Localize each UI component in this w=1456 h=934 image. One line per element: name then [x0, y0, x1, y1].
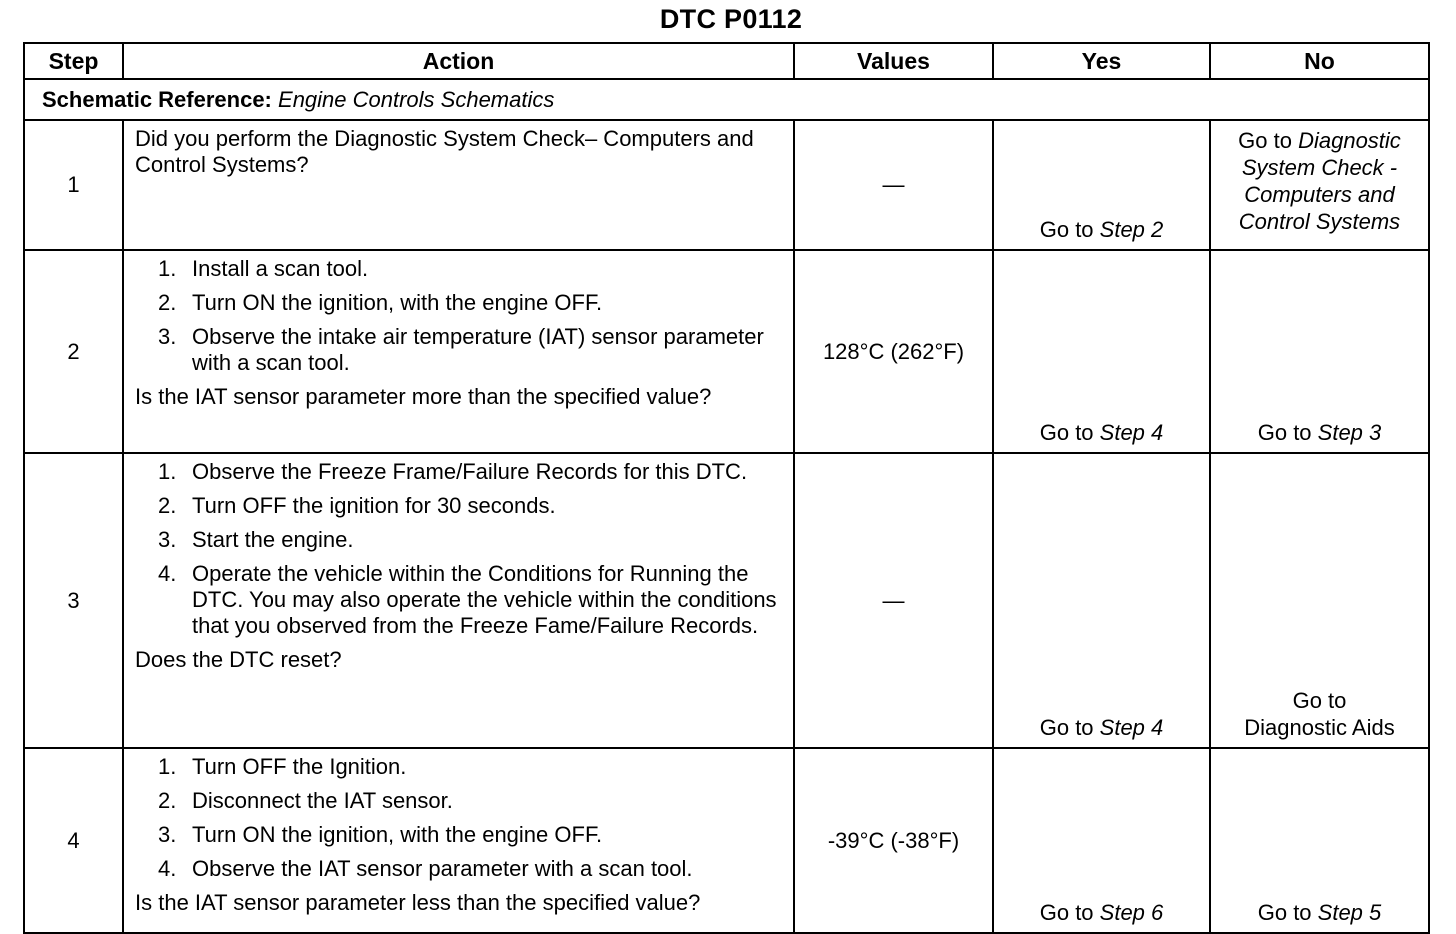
action-item: [158, 256, 783, 282]
item-number: 1.: [158, 754, 177, 779]
action-list: [135, 459, 783, 639]
table-row: [24, 748, 1429, 933]
action-item: [158, 459, 783, 485]
action-item: [158, 324, 783, 376]
item-text: Turn ON the ignition, with the engine OFF.: [192, 290, 603, 315]
no-cell: [1210, 120, 1429, 250]
yes-cell: [993, 120, 1210, 250]
yes-cell: [993, 453, 1210, 748]
yes-step-link[interactable]: Step 4: [1099, 715, 1164, 740]
item-text: Disconnect the IAT sensor.: [192, 788, 453, 813]
item-number: 4.: [158, 856, 177, 881]
item-number: 4.: [158, 561, 177, 586]
action-item: [158, 788, 783, 814]
yes-cell: [993, 748, 1210, 933]
table-row: [24, 120, 1429, 250]
item-text: Turn OFF the ignition for 30 seconds.: [192, 493, 556, 518]
yes-step-link[interactable]: Step 2: [1099, 217, 1164, 242]
item-number: 2.: [158, 493, 177, 518]
value-cell: -39°C (-38°F): [794, 748, 993, 933]
item-number: 3.: [158, 527, 177, 552]
header-yes: Yes: [993, 43, 1210, 79]
action-item: [158, 527, 783, 553]
no-ref-line[interactable]: Control Systems: [1238, 209, 1401, 234]
no-step-link[interactable]: Step 5: [1317, 900, 1382, 925]
value-cell: 128°C (262°F): [794, 250, 993, 453]
action-item: [158, 822, 783, 848]
item-number: 2.: [158, 788, 177, 813]
header-row: [24, 43, 1429, 79]
no-prefix: Go to: [1257, 420, 1318, 445]
no-prefix: Go to: [1257, 900, 1318, 925]
table-row: [24, 250, 1429, 453]
action-cell: [123, 748, 794, 933]
yes-cell: [993, 250, 1210, 453]
action-cell: [123, 453, 794, 748]
step-number: 3: [24, 453, 123, 748]
yes-prefix: Go to: [1039, 420, 1100, 445]
no-prefix: Go to: [1292, 688, 1347, 713]
item-text: Observe the Freeze Frame/Failure Records for this DTC.: [192, 459, 748, 484]
item-text: Turn OFF the Ignition.: [192, 754, 407, 779]
action-item: [158, 754, 783, 780]
step-number: 4: [24, 748, 123, 933]
yes-prefix: Go to: [1039, 217, 1100, 242]
no-diagnostic-aids-link[interactable]: Diagnostic Aids: [1244, 715, 1395, 740]
yes-prefix: Go to: [1039, 715, 1100, 740]
step-number: 2: [24, 250, 123, 453]
step-question: Is the IAT sensor parameter more than the specified value?: [135, 384, 712, 409]
item-text: Turn ON the ignition, with the engine OFF.: [192, 822, 603, 847]
header-no: No: [1210, 43, 1429, 79]
no-ref-line[interactable]: System Check -: [1241, 155, 1398, 180]
step-number: 1: [24, 120, 123, 250]
schematic-label: Schematic Reference:: [42, 86, 272, 112]
item-number: 1.: [158, 256, 177, 281]
action-item: [158, 493, 783, 519]
no-ref-line[interactable]: Computers and: [1244, 182, 1395, 207]
item-text: Start the engine.: [192, 527, 354, 552]
step-question: Does the DTC reset?: [135, 647, 342, 672]
page-title: DTC P0112: [659, 4, 803, 34]
item-number: 1.: [158, 459, 177, 484]
diagnostic-table: [23, 42, 1430, 934]
action-list: [135, 256, 783, 376]
step-question: Did you perform the Diagnostic System Check– Computers and Control Systems?: [135, 126, 754, 177]
yes-step-link[interactable]: Step 4: [1099, 420, 1164, 445]
header-action: Action: [123, 43, 794, 79]
no-step-link[interactable]: Step 3: [1317, 420, 1382, 445]
item-text: Observe the intake air temperature (IAT) sensor parameter with a scan tool.: [192, 324, 764, 375]
action-item: [158, 290, 783, 316]
yes-step-link[interactable]: Step 6: [1099, 900, 1164, 925]
action-list: [135, 754, 783, 882]
schematic-row: [24, 79, 1429, 120]
no-cell: [1210, 748, 1429, 933]
no-cell: [1210, 453, 1429, 748]
action-item: [158, 561, 783, 639]
step-question: Is the IAT sensor parameter less than the specified value?: [135, 890, 701, 915]
item-text: Operate the vehicle within the Conditions for Running the DTC. You may also operate the vehicle within the conditions that you observed from the Freeze Fame/Failure Records.: [192, 561, 777, 638]
value-cell: —: [794, 120, 993, 250]
schematic-value: Engine Controls Schematics: [278, 86, 555, 112]
header-values: Values: [794, 43, 993, 79]
action-cell: [123, 120, 794, 250]
action-cell: [123, 250, 794, 453]
item-text: Observe the IAT sensor parameter with a scan tool.: [192, 856, 693, 881]
table-row: [24, 453, 1429, 748]
no-cell: [1210, 250, 1429, 453]
schematic-reference: [24, 79, 1429, 120]
item-number: 3.: [158, 324, 177, 349]
no-ref-line[interactable]: Diagnostic: [1298, 128, 1401, 153]
header-step: Step: [24, 43, 123, 79]
no-prefix: Go to: [1238, 128, 1299, 153]
yes-prefix: Go to: [1039, 900, 1100, 925]
action-item: [158, 856, 783, 882]
value-cell: —: [794, 453, 993, 748]
item-number: 2.: [158, 290, 177, 315]
item-number: 3.: [158, 822, 177, 847]
item-text: Install a scan tool.: [192, 256, 369, 281]
